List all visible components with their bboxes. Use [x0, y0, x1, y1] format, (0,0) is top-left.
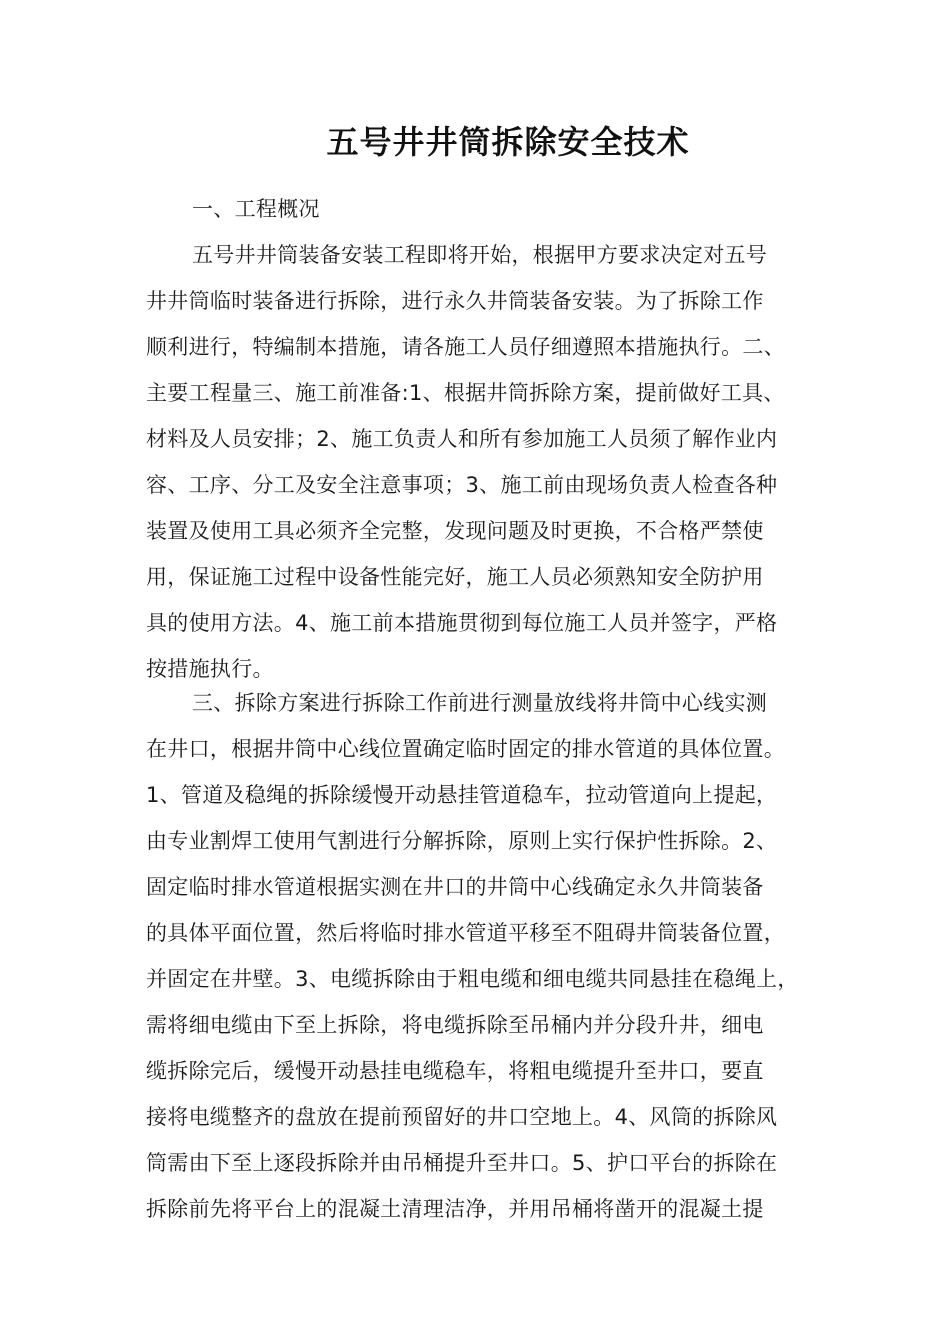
text-line: 用，保证施工过程中设备性能完好，施工人员必须熟知安全防护用	[146, 565, 764, 589]
text-line: 容、工序、分工及安全注意事项；3、施工前由现场负责人检查各种	[146, 473, 778, 497]
text-line: 按措施执行。	[146, 657, 274, 681]
text-line: 由专业割焊工使用气割进行分解拆除，原则上实行保护性拆除。2、	[146, 829, 778, 853]
text-line: 需将细电缆由下至上拆除，将电缆拆除至吊桶内并分段升井，细电	[146, 1013, 764, 1037]
text-line: 在井口，根据井筒中心线位置确定临时固定的排水管道的具体位置。	[146, 737, 785, 761]
text-line: 接将电缆整齐的盘放在提前预留好的井口空地上。4、风筒的拆除风	[146, 1105, 778, 1129]
text-line: 固定临时排水管道根据实测在井口的井筒中心线确定永久井筒装备	[146, 875, 764, 899]
text-line: 1、管道及稳绳的拆除缓慢开动悬挂管道稳车，拉动管道向上提起，	[146, 783, 778, 807]
paragraph-demolition-plan	[146, 680, 826, 1232]
text-line: 井井筒临时装备进行拆除，进行永久井筒装备安装。为了拆除工作	[146, 289, 764, 313]
document-title: 五号井井筒拆除安全技术	[326, 123, 690, 161]
text-line: 具的使用方法。4、施工前本措施贯彻到每位施工人员并签字，严格	[146, 611, 778, 635]
text-line: 材料及人员安排；2、施工负责人和所有参加施工人员须了解作业内	[146, 427, 778, 451]
text-line: 的具体平面位置，然后将临时排水管道平移至不阻碍井筒装备位置，	[146, 921, 785, 945]
paragraph-overview	[146, 232, 826, 692]
text-line: 三、拆除方案进行拆除工作前进行测量放线将井筒中心线实测	[192, 691, 768, 715]
text-line: 顺利进行，特编制本措施，请各施工人员仔细遵照本措施执行。二、	[146, 335, 785, 359]
text-line: 五号井井筒装备安装工程即将开始，根据甲方要求决定对五号	[192, 243, 768, 267]
text-line: 缆拆除完后，缓慢开动悬挂电缆稳车，将粗电缆提升至井口，要直	[146, 1059, 764, 1083]
text-line: 拆除前先将平台上的混凝土清理洁净，并用吊桶将凿开的混凝土提	[146, 1197, 764, 1221]
text-line: 装置及使用工具必须齐全完整，发现问题及时更换，不合格严禁使	[146, 519, 764, 543]
section-heading-project-overview: 一、工程概况	[192, 197, 320, 221]
text-line: 筒需由下至上逐段拆除并由吊桶提升至井口。5、护口平台的拆除在	[146, 1151, 778, 1175]
text-line: 并固定在井壁。3、电缆拆除由于粗电缆和细电缆共同悬挂在稳绳上，	[146, 967, 799, 991]
text-line: 主要工程量三、施工前准备:1、根据井筒拆除方案，提前做好工具、	[146, 381, 785, 405]
